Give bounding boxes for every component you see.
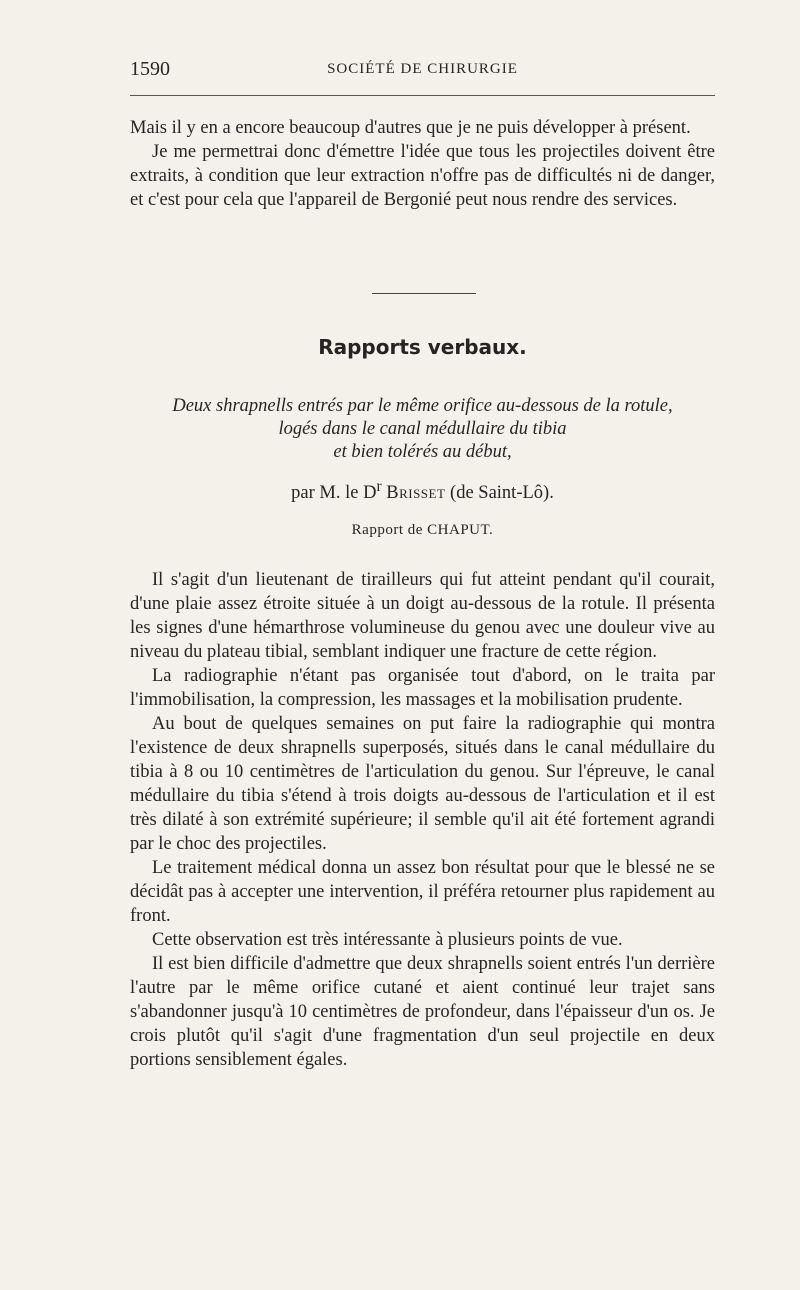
report-title-line: logés dans le canal médullaire du tibia (278, 419, 567, 439)
author-name: Brisset (386, 483, 446, 504)
running-head (130, 58, 715, 88)
report-title-line: et bien tolérés au début, (333, 442, 512, 462)
rapport-by: Rapport de CHAPUT. (351, 522, 494, 538)
author-place: (de Saint-Lô). (450, 483, 554, 504)
page-number: 1590 (130, 58, 170, 80)
body-paragraph: Le traitement médical donna un assez bon résultat pour que le blessé ne se décidât pas à accepter une intervention, il préféra retourner plus rapidement au front. (130, 858, 715, 926)
header-rule (130, 95, 715, 96)
intro-paragraph: Mais il y en a encore beaucoup d'autres que je ne puis développer à présent. (130, 118, 691, 138)
author-sup: r (376, 478, 382, 495)
intro-text (130, 116, 715, 212)
body-paragraph: Il est bien difficile d'admettre que deux shrapnells soient entrés l'un derrière l'autre par le même orifice cutané et aient continué leur trajet sans s'abandonner jusqu'à 10 centimètres de profondeur, dans l'épaisseur d'un os. Je crois plutôt qu'il s'agit d'une fragmentation d'un seul projectile en deux portions sensiblement égales. (130, 954, 715, 1070)
body-text (130, 568, 715, 1072)
author-line (130, 478, 715, 504)
body-paragraph: Cette observation est très intéressante à plusieurs points de vue. (152, 930, 623, 950)
author-prefix: par M. le D (291, 483, 377, 504)
body-paragraph: La radiographie n'étant pas organisée tout d'abord, on le traita par l'immobilisation, la compression, les massages et la mobilisation prudente. (130, 666, 715, 710)
section-separator (372, 293, 476, 294)
intro-paragraph: Je me permettrai donc d'émettre l'idée que tous les projectiles doivent être extraits, à condition que leur extraction n'offre pas de difficultés ni de danger, et c'est pour cela que l'appareil de Bergonié peut nous rendre des services. (130, 142, 715, 210)
report-title (130, 395, 715, 464)
journal-title: SOCIÉTÉ DE CHIRURGIE (327, 61, 518, 77)
body-paragraph: Il s'agit d'un lieutenant de tirailleurs qui fut atteint pendant qu'il courait, d'une plaie assez étroite située à un doigt au-dessous de la rotule. Il présenta les signes d'une hémarthrose volumineuse du genou avec une douleur vive au niveau du plateau tibial, semblant indiquer une fracture de cette région. (130, 570, 715, 662)
section-heading: Rapports verbaux. (318, 335, 527, 359)
report-title-line: Deux shrapnells entrés par le même orifice au-dessous de la rotule, (172, 396, 673, 416)
body-paragraph: Au bout de quelques semaines on put faire la radiographie qui montra l'existence de deux shrapnells superposés, situés dans le canal médullaire du tibia à 8 ou 10 centimètres de l'articulation du genou. Sur l'épreuve, le canal médullaire du tibia s'étend à trois doigts au-dessous de l'articulation et il est très dilaté à son extrémité supérieure; il semble qu'il ait été fortement agrandi par le choc des projectiles. (130, 714, 715, 854)
